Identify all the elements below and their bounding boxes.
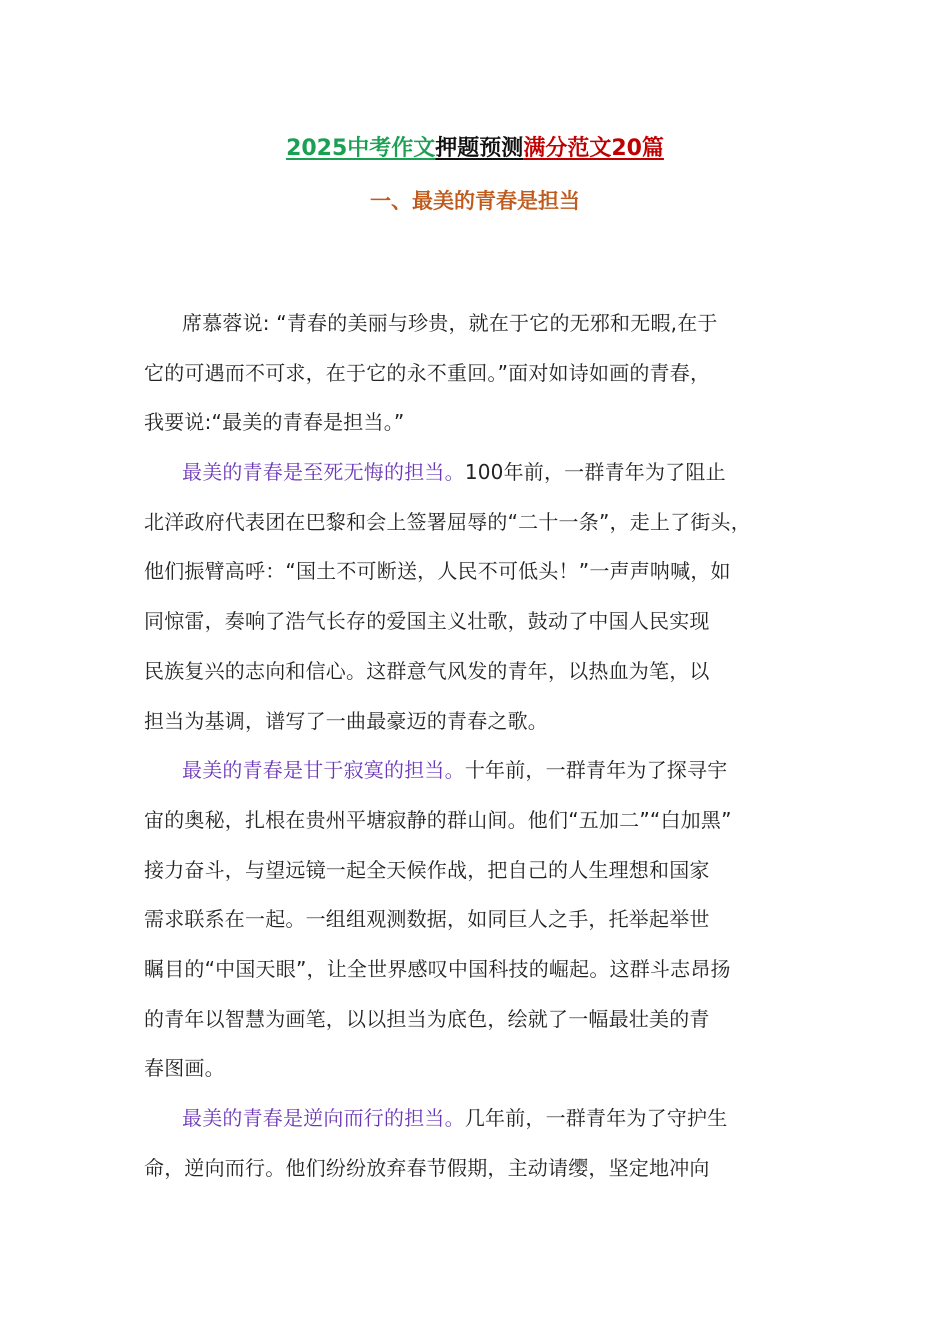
paragraph-1-line-2: 它的可遇而不可求，在于它的永不重回。”面对如诗如画的青春，: [144, 360, 711, 385]
paragraph-4-line-1: [144, 1100, 832, 1150]
paragraph-1-line-3: 我要说:“最美的青春是担当。”: [144, 410, 405, 435]
paragraph-3-line-3: 接力奋斗，与望远镜一起全天候作战，把自己的人生理想和国家: [144, 857, 710, 882]
essay-body: [144, 305, 832, 1199]
paragraph-2-line-6: 担当为基调，谱写了一曲最豪迈的青春之歌。: [144, 708, 548, 733]
paragraph-2-line-4: 同惊雷，奏响了浩气长存的爱国主义壮歌，鼓动了中国人民实现: [144, 609, 710, 634]
document-title: [0, 134, 950, 164]
paragraph-4-line-1-text: 几年前，一群青年为了守护生: [464, 1106, 728, 1130]
paragraph-2-line-1: [144, 454, 832, 504]
paragraph-3-line-5: 瞩目的“中国天眼”，让全世界感叹中国科技的崛起。这群斗志昂扬: [144, 956, 731, 981]
title-part-prediction: 押题预测: [435, 136, 524, 161]
paragraph-2-line-2: 北洋政府代表团在巴黎和会上签署屈辱的“二十一条”，走上了街头，: [144, 509, 751, 534]
paragraph-3-line-1-text: 十年前，一群青年为了探寻宇: [464, 758, 728, 783]
paragraph-2-line-5: 民族复兴的志向和信心。这群意气风发的青年，以热血为笔，以: [144, 658, 710, 683]
paragraph-3-line-2: 宙的奥秘，扎根在贵州平塘寂静的群山间。他们“五加二”“白加黑”: [144, 807, 732, 832]
paragraph-1-line-1: 席慕蓉说: “青春的美丽与珍贵，就在于它的无邪和无暇,在于: [182, 311, 718, 335]
paragraph-2-line-3: 他们振臂高呼：“国土不可断送，人民不可低头！”一声声呐喊，如: [144, 559, 731, 584]
title-part-model-essays: 满分范文20篇: [523, 136, 664, 161]
paragraph-2-topic-sentence: 最美的青春是至死无悔的担当。: [182, 460, 465, 485]
paragraph-2-line-1-text: 100年前，一群青年为了阻止: [464, 460, 726, 485]
paragraph-4-line-2: 命，逆向而行。他们纷纷放弃春节假期，主动请缨，坚定地冲向: [144, 1155, 710, 1180]
paragraph-4-topic-sentence: 最美的青春是逆向而行的担当。: [182, 1106, 465, 1130]
paragraph-3-line-4: 需求联系在一起。一组组观测数据，如同巨人之手，托举起举世: [144, 907, 710, 932]
title-part-exam-essay: 2025中考作文: [286, 136, 436, 161]
section-heading: 一、最美的青春是担当: [370, 189, 580, 213]
paragraph-3-line-7: 春图画。: [144, 1056, 225, 1081]
paragraph-3-topic-sentence: 最美的青春是甘于寂寞的担当。: [182, 758, 465, 783]
paragraph-3-line-1: [144, 752, 832, 802]
paragraph-3-line-6: 的青年以智慧为画笔，以以担当为底色，绘就了一幅最壮美的青: [144, 1006, 710, 1031]
